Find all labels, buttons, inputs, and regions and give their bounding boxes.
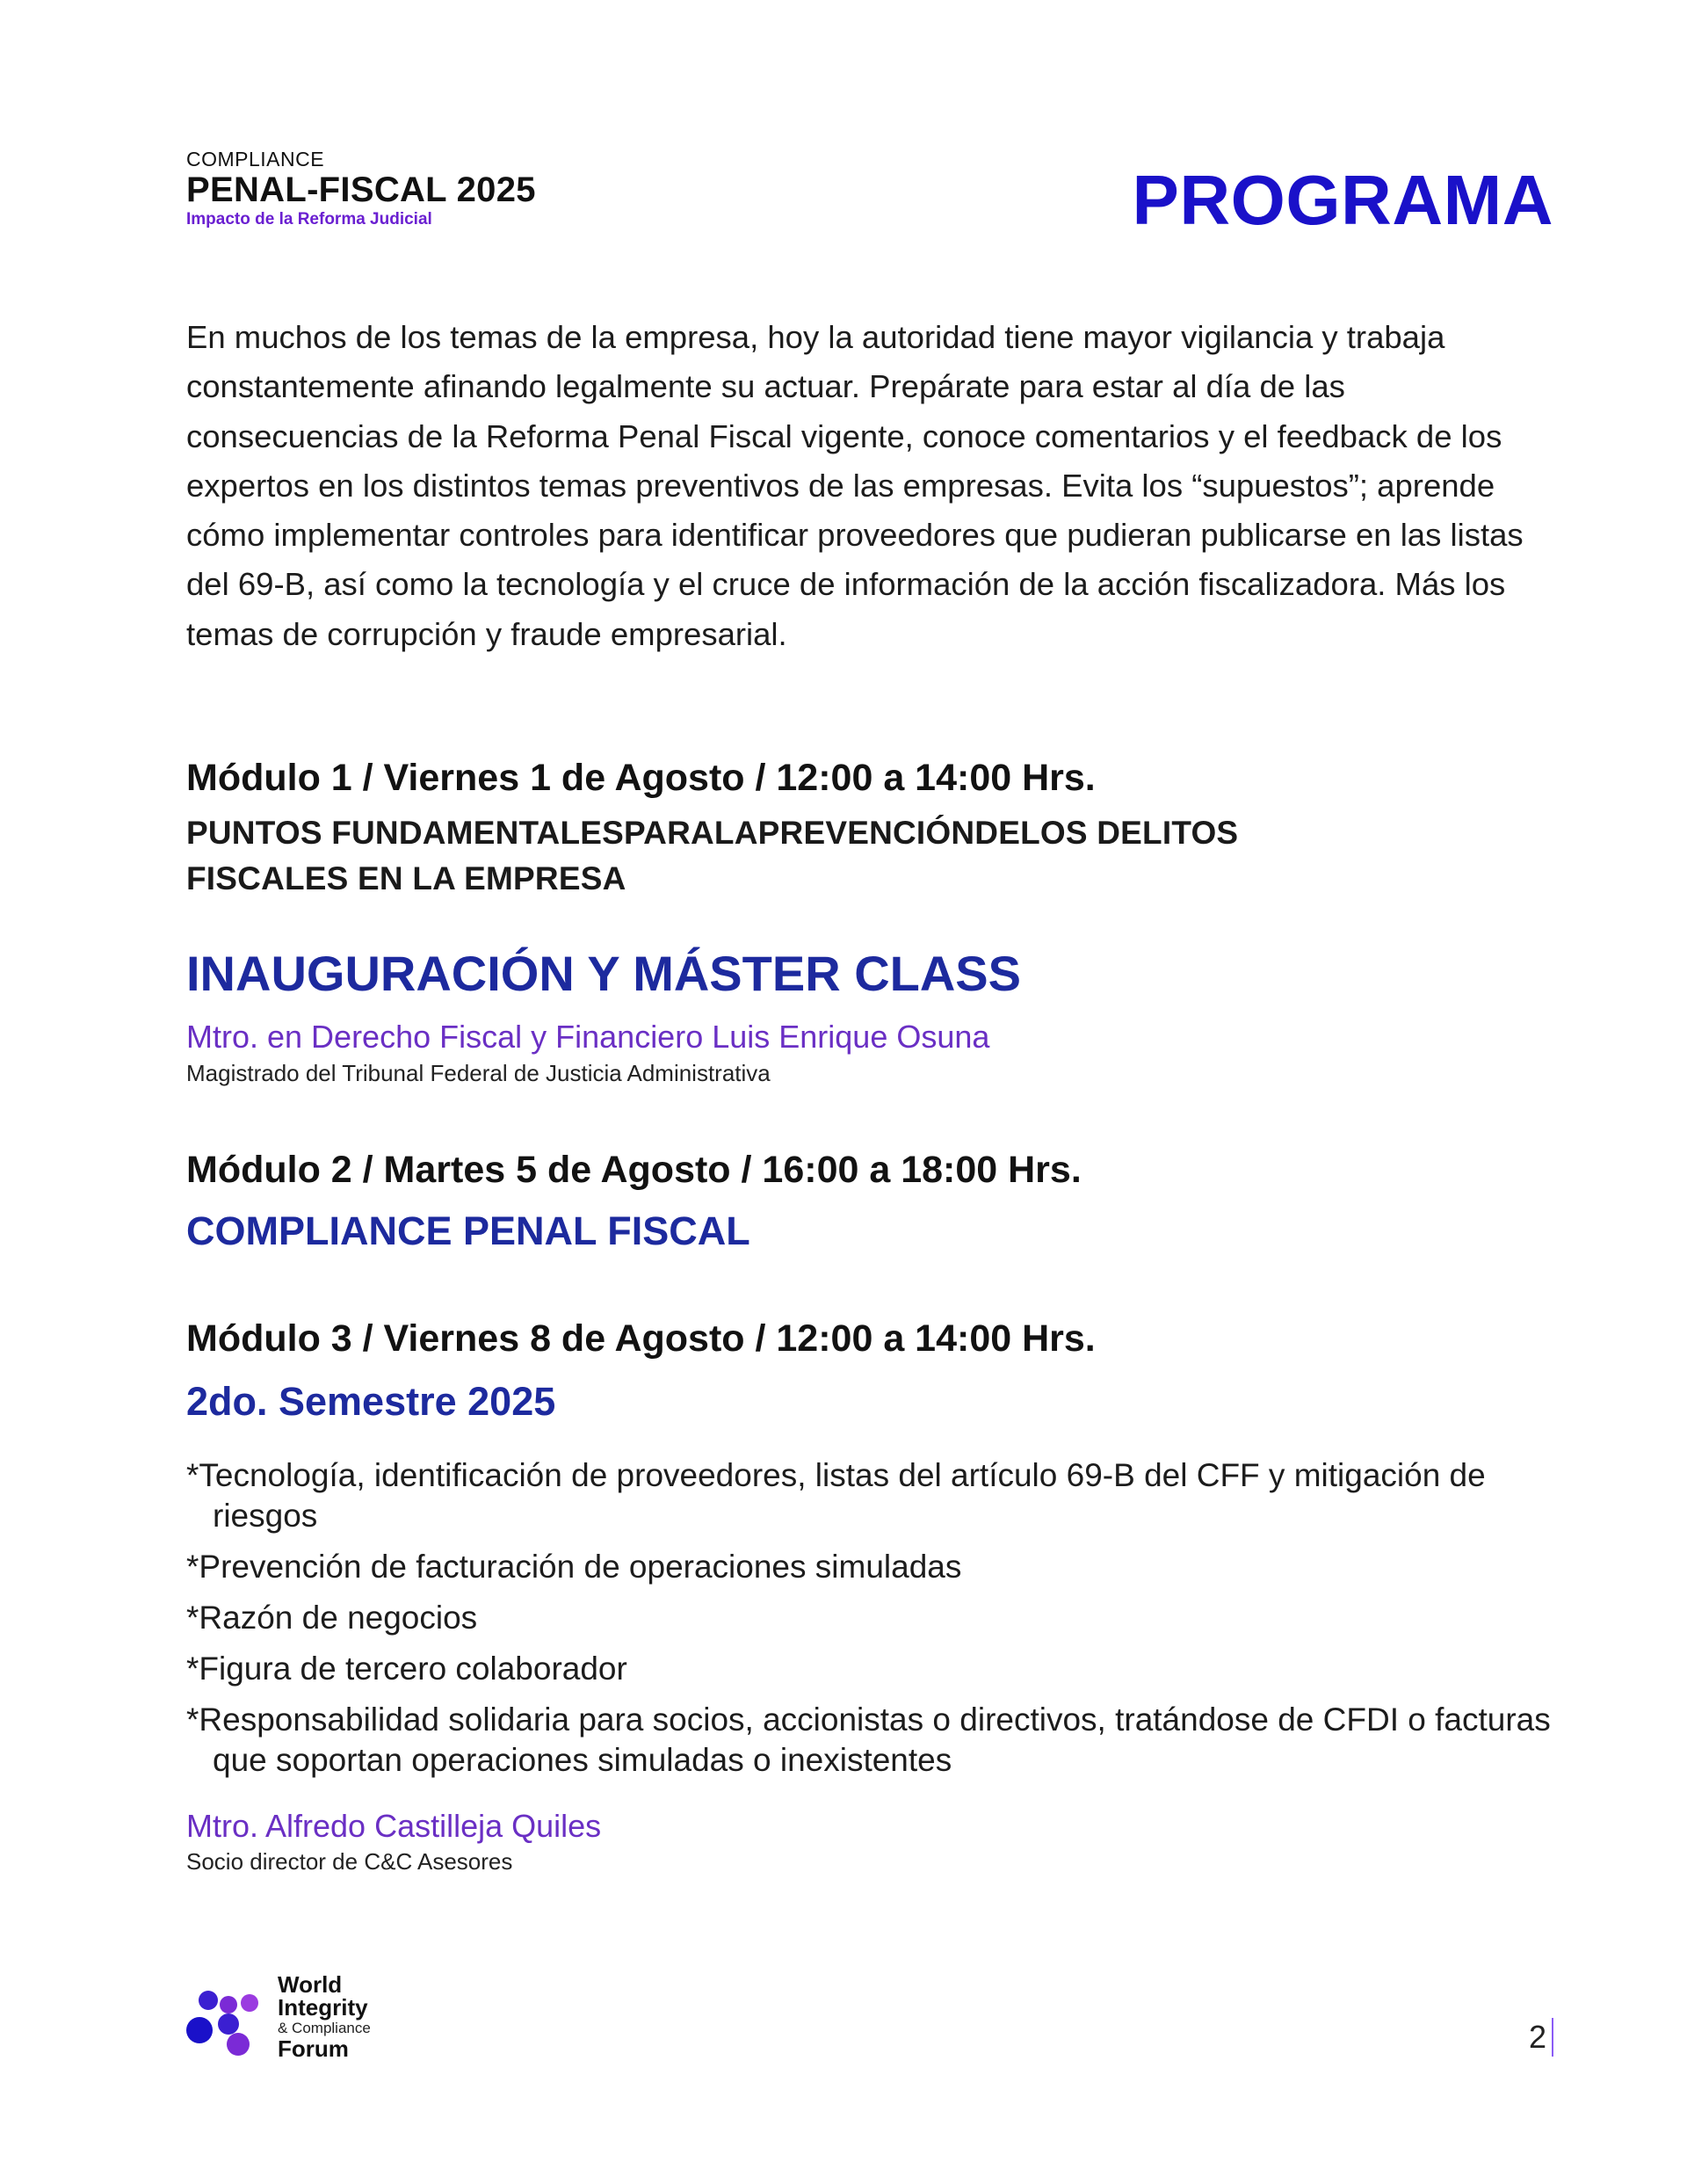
module1-heading: Módulo 1 / Viernes 1 de Agosto / 12:00 a 14:00 Hrs.: [186, 757, 1096, 799]
intro-paragraph: En muchos de los temas de la empresa, hoy la autoridad tiene mayor vigilancia y trabaja constantemente afinando legalmente su actuar. Prepárate para estar al día de las consecuencias de la Reforma Penal Fiscal vigente, conoce comentarios y el feedback de los expertos en los distintos temas preventivos de las empresas. Evita los “supuestos”; aprende cómo implementar controles para identificar proveedores que pudieran publicarse en las listas del 69-B, así como la tecnología y el cruce de información de la acción fiscalizadora. Más los temas de corrupción y fraude empresarial.: [186, 319, 1524, 652]
logo-dot-icon: [227, 2033, 250, 2056]
module1-title-line1: PUNTOS FUNDAMENTALESPARALAPREVENCIÓNDELOS DELITOS: [186, 815, 1239, 851]
logo-word-world: World: [278, 1971, 343, 1998]
brand-title: PENAL-FISCAL 2025: [186, 171, 536, 209]
module3-speaker-role: Socio director de C&C Asesores: [186, 1848, 513, 1875]
page-number: 2: [1528, 2019, 1546, 2055]
list-item: *Figura de tercero colaborador: [186, 1651, 627, 1687]
module1-title-line2: FISCALES EN LA EMPRESA: [186, 860, 626, 896]
list-item: *Razón de negocios: [186, 1600, 478, 1636]
logo-word-integrity: Integrity: [278, 1994, 368, 2021]
logo-dot-icon: [199, 1991, 218, 2010]
brand-subtitle: Impacto de la Reforma Judicial: [186, 210, 432, 229]
brand-line-compliance: COMPLIANCE: [186, 148, 325, 171]
module3-speaker: Mtro. Alfredo Castilleja Quiles: [186, 1808, 602, 1844]
logo-word-forum: Forum: [278, 2035, 349, 2062]
module1-session-title: INAUGURACIÓN Y MÁSTER CLASS: [186, 946, 1022, 1001]
logo-dot-icon: [218, 2013, 239, 2035]
module1-title: [186, 810, 1238, 902]
logo-word-compliance: & Compliance: [278, 2020, 371, 2036]
module1-speaker: Mtro. en Derecho Fiscal y Financiero Luis Enrique Osuna: [186, 1019, 990, 1055]
forum-logo: [186, 1973, 503, 2070]
module2-title: COMPLIANCE PENAL FISCAL: [186, 1208, 750, 1253]
list-item: *Prevención de facturación de operaciones simuladas: [186, 1549, 962, 1585]
list-item: *Responsabilidad solidaria para socios, accionistas o directivos, tratándose de CFDI o facturas que soportan operaciones simuladas o inexistentes: [186, 1701, 1551, 1778]
module3-subtitle: 2do. Semestre 2025: [186, 1379, 556, 1424]
module3-heading: Módulo 3 / Viernes 8 de Agosto / 12:00 a 14:00 Hrs.: [186, 1317, 1096, 1360]
page-title: PROGRAMA: [1132, 161, 1553, 239]
logo-dot-icon: [220, 1996, 237, 2013]
module2-heading: Módulo 2 / Martes 5 de Agosto / 16:00 a 18:00 Hrs.: [186, 1149, 1082, 1191]
list-item: *Tecnología, identificación de proveedores, listas del artículo 69-B del CFF y mitigación de riesgos: [186, 1457, 1486, 1534]
logo-dot-icon: [186, 2017, 213, 2043]
logo-wordmark: [278, 1973, 371, 2060]
logo-dot-icon: [241, 1994, 258, 2012]
module1-speaker-role: Magistrado del Tribunal Federal de Justicia Administrativa: [186, 1060, 771, 1086]
module3-topic-list: [186, 1455, 1557, 1791]
page-number-divider: [1552, 2018, 1553, 2057]
